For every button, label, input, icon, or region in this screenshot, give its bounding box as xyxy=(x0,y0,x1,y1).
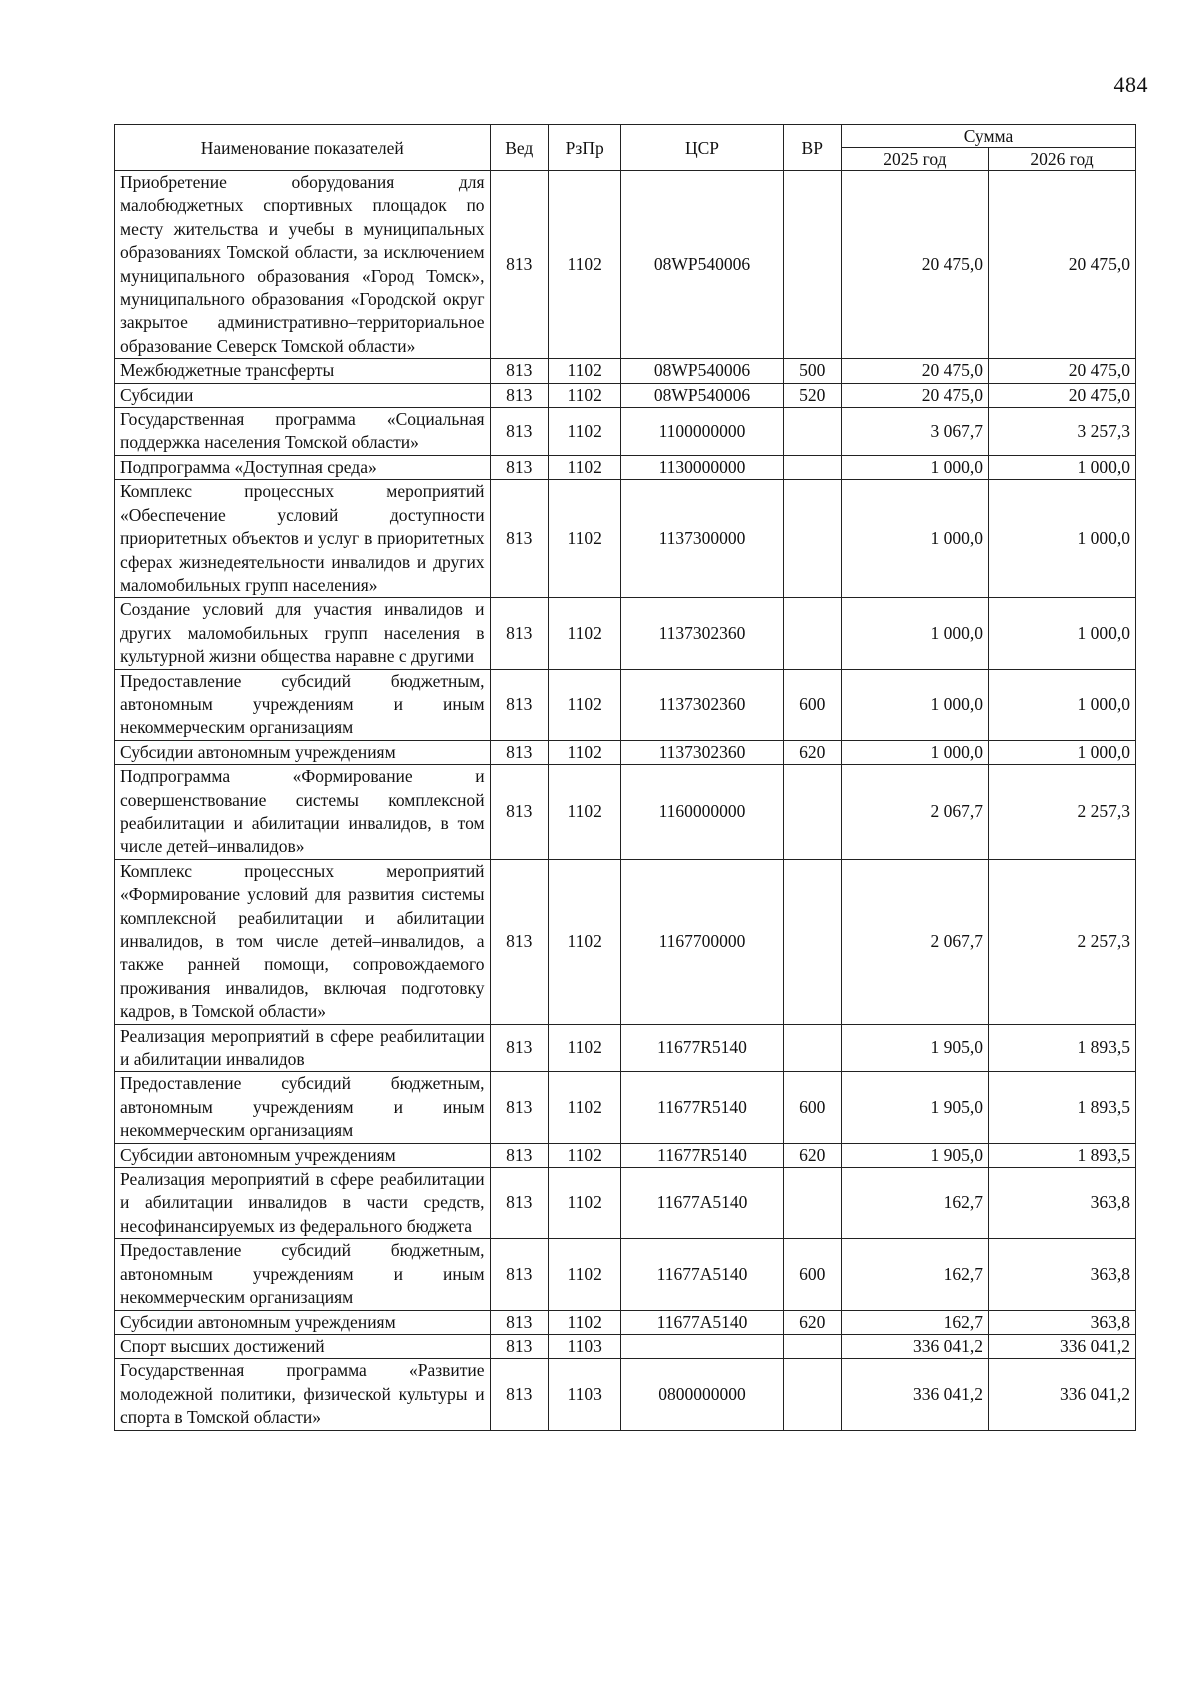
row-name: Субсидии автономным учреждениям xyxy=(115,1143,491,1167)
table-row xyxy=(115,1024,1136,1072)
row-sum-2025: 1 000,0 xyxy=(841,740,988,764)
row-sum-2026: 363,8 xyxy=(988,1168,1135,1239)
budget-table xyxy=(114,124,1136,1431)
row-sum-2025: 2 067,7 xyxy=(841,859,988,1024)
table-row xyxy=(115,859,1136,1024)
row-rzpr: 1102 xyxy=(548,1310,620,1334)
row-rzpr: 1102 xyxy=(548,1143,620,1167)
row-sum-2025: 336 041,2 xyxy=(841,1334,988,1358)
row-csr: 0800000000 xyxy=(621,1359,783,1430)
row-vr: 500 xyxy=(783,359,841,383)
row-csr: 1130000000 xyxy=(621,455,783,479)
row-name: Создание условий для участия инвалидов и других маломобильных групп населения в культурной жизни общества наравне с другими xyxy=(115,598,491,669)
row-vr: 520 xyxy=(783,383,841,407)
row-sum-2026: 336 041,2 xyxy=(988,1359,1135,1430)
row-name: Межбюджетные трансферты xyxy=(115,359,491,383)
page-number: 484 xyxy=(1113,72,1148,97)
row-sum-2026: 20 475,0 xyxy=(988,383,1135,407)
row-sum-2026: 1 000,0 xyxy=(988,669,1135,740)
row-sum-2025: 1 000,0 xyxy=(841,480,988,598)
table-row xyxy=(115,1072,1136,1143)
row-rzpr: 1102 xyxy=(548,359,620,383)
row-vr xyxy=(783,1334,841,1358)
row-ved: 813 xyxy=(490,359,548,383)
row-sum-2026: 1 000,0 xyxy=(988,480,1135,598)
row-rzpr: 1102 xyxy=(548,171,620,359)
row-vr xyxy=(783,859,841,1024)
row-sum-2025: 162,7 xyxy=(841,1310,988,1334)
row-sum-2026: 1 000,0 xyxy=(988,740,1135,764)
table-row xyxy=(115,1143,1136,1167)
row-sum-2025: 162,7 xyxy=(841,1168,988,1239)
row-name: Предоставление субсидий бюджетным, автономным учреждениям и иным некоммерческим организациям xyxy=(115,1072,491,1143)
table-row xyxy=(115,480,1136,598)
row-ved: 813 xyxy=(490,859,548,1024)
header-2026: 2026 год xyxy=(988,148,1135,171)
row-rzpr: 1102 xyxy=(548,1239,620,1310)
table-row xyxy=(115,359,1136,383)
header-rzpr: РзПр xyxy=(548,125,620,171)
row-vr xyxy=(783,1359,841,1430)
row-name: Реализация мероприятий в сфере реабилитации и абилитации инвалидов xyxy=(115,1024,491,1072)
row-sum-2025: 1 000,0 xyxy=(841,598,988,669)
row-sum-2026: 363,8 xyxy=(988,1310,1135,1334)
row-vr xyxy=(783,171,841,359)
row-sum-2026: 1 893,5 xyxy=(988,1072,1135,1143)
row-ved: 813 xyxy=(490,1239,548,1310)
row-name: Предоставление субсидий бюджетным, автономным учреждениям и иным некоммерческим организациям xyxy=(115,669,491,740)
row-csr: 1137302360 xyxy=(621,669,783,740)
row-rzpr: 1102 xyxy=(548,765,620,860)
row-vr: 600 xyxy=(783,669,841,740)
header-sum: Сумма xyxy=(841,125,1135,148)
row-csr: 1160000000 xyxy=(621,765,783,860)
row-vr xyxy=(783,455,841,479)
row-name: Субсидии автономным учреждениям xyxy=(115,740,491,764)
row-ved: 813 xyxy=(490,1334,548,1358)
header-row xyxy=(115,125,1136,148)
row-name: Субсидии автономным учреждениям xyxy=(115,1310,491,1334)
row-sum-2025: 1 000,0 xyxy=(841,669,988,740)
table-row xyxy=(115,455,1136,479)
row-csr: 11677A5140 xyxy=(621,1310,783,1334)
row-ved: 813 xyxy=(490,669,548,740)
row-sum-2026: 20 475,0 xyxy=(988,359,1135,383)
row-ved: 813 xyxy=(490,480,548,598)
table-row xyxy=(115,765,1136,860)
row-csr: 1167700000 xyxy=(621,859,783,1024)
row-csr: 08WP540006 xyxy=(621,171,783,359)
row-sum-2025: 1 905,0 xyxy=(841,1024,988,1072)
row-csr: 11677R5140 xyxy=(621,1143,783,1167)
row-rzpr: 1102 xyxy=(548,480,620,598)
row-vr xyxy=(783,408,841,456)
row-ved: 813 xyxy=(490,383,548,407)
row-rzpr: 1102 xyxy=(548,1024,620,1072)
row-name: Государственная программа «Развитие молодежной политики, физической культуры и спорта в Томской области» xyxy=(115,1359,491,1430)
row-rzpr: 1102 xyxy=(548,1168,620,1239)
row-rzpr: 1102 xyxy=(548,859,620,1024)
row-vr: 620 xyxy=(783,1143,841,1167)
row-sum-2026: 1 893,5 xyxy=(988,1024,1135,1072)
row-sum-2026: 3 257,3 xyxy=(988,408,1135,456)
table-row xyxy=(115,383,1136,407)
row-ved: 813 xyxy=(490,1359,548,1430)
row-rzpr: 1102 xyxy=(548,383,620,407)
row-sum-2026: 1 893,5 xyxy=(988,1143,1135,1167)
row-ved: 813 xyxy=(490,408,548,456)
row-name: Комплекс процессных мероприятий «Формирование условий для развития системы комплексной реабилитации и абилитации инвалидов, в том числе детей–инвалидов, а также ранней помощи, сопровождаемого проживания инвалидов, включая подготовку кадров, в Томской области» xyxy=(115,859,491,1024)
row-vr: 600 xyxy=(783,1239,841,1310)
row-name: Спорт высших достижений xyxy=(115,1334,491,1358)
row-sum-2026: 2 257,3 xyxy=(988,765,1135,860)
row-rzpr: 1102 xyxy=(548,1072,620,1143)
row-sum-2025: 1 905,0 xyxy=(841,1072,988,1143)
row-ved: 813 xyxy=(490,598,548,669)
row-rzpr: 1102 xyxy=(548,455,620,479)
header-csr: ЦСР xyxy=(621,125,783,171)
row-csr: 11677A5140 xyxy=(621,1168,783,1239)
row-name: Предоставление субсидий бюджетным, автономным учреждениям и иным некоммерческим организациям xyxy=(115,1239,491,1310)
row-name: Подпрограмма «Доступная среда» xyxy=(115,455,491,479)
row-name: Подпрограмма «Формирование и совершенствование системы комплексной реабилитации и абилитации инвалидов, в том числе детей–инвалидов» xyxy=(115,765,491,860)
row-rzpr: 1103 xyxy=(548,1334,620,1358)
row-sum-2025: 1 000,0 xyxy=(841,455,988,479)
row-name: Реализация мероприятий в сфере реабилитации и абилитации инвалидов в части средств, несофинансируемых из федерального бюджета xyxy=(115,1168,491,1239)
table-row xyxy=(115,1310,1136,1334)
row-vr xyxy=(783,765,841,860)
row-rzpr: 1102 xyxy=(548,408,620,456)
row-csr xyxy=(621,1334,783,1358)
row-csr: 1137302360 xyxy=(621,598,783,669)
table-row xyxy=(115,1168,1136,1239)
table-header xyxy=(115,125,1136,171)
row-vr xyxy=(783,1024,841,1072)
row-ved: 813 xyxy=(490,740,548,764)
row-sum-2026: 20 475,0 xyxy=(988,171,1135,359)
row-rzpr: 1102 xyxy=(548,669,620,740)
row-name: Комплекс процессных мероприятий «Обеспечение условий доступности приоритетных объектов и услуг в приоритетных сферах жизнедеятельности инвалидов и других маломобильных групп населения» xyxy=(115,480,491,598)
row-csr: 08WP540006 xyxy=(621,359,783,383)
row-rzpr: 1102 xyxy=(548,740,620,764)
row-csr: 11677R5140 xyxy=(621,1072,783,1143)
row-csr: 08WP540006 xyxy=(621,383,783,407)
row-sum-2025: 20 475,0 xyxy=(841,171,988,359)
row-ved: 813 xyxy=(490,1143,548,1167)
row-sum-2026: 1 000,0 xyxy=(988,455,1135,479)
row-name: Субсидии xyxy=(115,383,491,407)
row-sum-2026: 1 000,0 xyxy=(988,598,1135,669)
row-ved: 813 xyxy=(490,1072,548,1143)
row-sum-2025: 2 067,7 xyxy=(841,765,988,860)
row-csr: 11677A5140 xyxy=(621,1239,783,1310)
table-row xyxy=(115,669,1136,740)
row-sum-2026: 363,8 xyxy=(988,1239,1135,1310)
table-row xyxy=(115,171,1136,359)
header-name: Наименование показателей xyxy=(115,125,491,171)
row-vr xyxy=(783,1168,841,1239)
row-sum-2025: 1 905,0 xyxy=(841,1143,988,1167)
row-vr: 600 xyxy=(783,1072,841,1143)
row-ved: 813 xyxy=(490,171,548,359)
row-csr: 1137300000 xyxy=(621,480,783,598)
row-rzpr: 1102 xyxy=(548,598,620,669)
row-csr: 1137302360 xyxy=(621,740,783,764)
row-sum-2025: 162,7 xyxy=(841,1239,988,1310)
row-ved: 813 xyxy=(490,1168,548,1239)
row-ved: 813 xyxy=(490,765,548,860)
row-sum-2025: 336 041,2 xyxy=(841,1359,988,1430)
header-2025: 2025 год xyxy=(841,148,988,171)
table-row xyxy=(115,1239,1136,1310)
table-row xyxy=(115,1334,1136,1358)
row-sum-2026: 2 257,3 xyxy=(988,859,1135,1024)
row-vr: 620 xyxy=(783,740,841,764)
table-row xyxy=(115,598,1136,669)
row-csr: 1100000000 xyxy=(621,408,783,456)
row-sum-2025: 20 475,0 xyxy=(841,383,988,407)
header-vr: ВР xyxy=(783,125,841,171)
row-vr xyxy=(783,598,841,669)
row-csr: 11677R5140 xyxy=(621,1024,783,1072)
table-body xyxy=(115,171,1136,1431)
row-name: Приобретение оборудования для малобюджетных спортивных площадок по месту жительства и учебы в муниципальных образованиях Томской области, за исключением муниципального образования «Город Томск», муниципального образования «Городской округ закрытое административно–территориальное образование Северск Томской области» xyxy=(115,171,491,359)
row-sum-2026: 336 041,2 xyxy=(988,1334,1135,1358)
row-ved: 813 xyxy=(490,455,548,479)
table-row xyxy=(115,740,1136,764)
row-vr: 620 xyxy=(783,1310,841,1334)
row-ved: 813 xyxy=(490,1310,548,1334)
header-ved: Вед xyxy=(490,125,548,171)
row-sum-2025: 3 067,7 xyxy=(841,408,988,456)
row-rzpr: 1103 xyxy=(548,1359,620,1430)
row-ved: 813 xyxy=(490,1024,548,1072)
row-name: Государственная программа «Социальная поддержка населения Томской области» xyxy=(115,408,491,456)
row-sum-2025: 20 475,0 xyxy=(841,359,988,383)
row-vr xyxy=(783,480,841,598)
table-row xyxy=(115,408,1136,456)
table-row xyxy=(115,1359,1136,1430)
